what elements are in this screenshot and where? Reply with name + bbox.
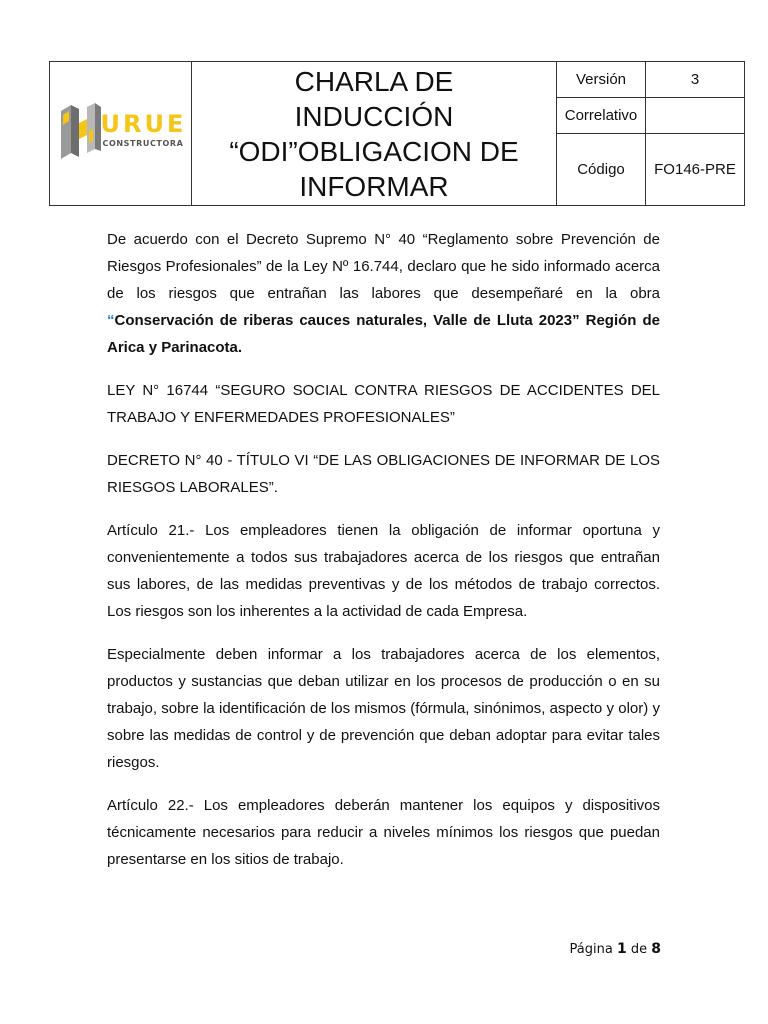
title-line-4: INFORMAR [299, 170, 449, 202]
company-logo [57, 101, 185, 161]
especially-paragraph: Especialmente deben informar a los trabajadores acerca de los elementos, productos y sustancias que deban utilizar en los procesos de producción o en su trabajo, sobre la identificación de los mismos (fórmula, sinónimos, aspecto y olor) y sobre las medidas de control y de prevención que deban adoptar para evitar tales riesgos. [107, 646, 660, 771]
logo-brand-text: URUE [100, 110, 187, 138]
page-current: 1 [616, 941, 627, 957]
of-label: de [630, 942, 648, 957]
title-line-2: INDUCCIÓN [294, 100, 454, 132]
logo-subtitle-text: CONSTRUCTORA [102, 139, 184, 148]
intro-paragraph [107, 226, 660, 361]
correlativo-value [646, 98, 745, 134]
title-line-1: CHARLA DE [294, 65, 454, 97]
article-21-paragraph: Artículo 21.- Los empleadores tienen la obligación de informar oportuna y convenientemente a todos sus trabajadores acerca de los riesgos que entrañan sus labores, de las medidas preventivas y de los métodos de trabajo correctos. Los riesgos son los inherentes a la actividad de cada Empresa. [107, 522, 660, 620]
document-body [107, 226, 660, 889]
version-label: Versión [557, 62, 646, 98]
page-footer [570, 941, 661, 957]
page-total: 8 [651, 941, 661, 957]
title-line-3: “ODI”OBLIGACION DE [229, 135, 519, 167]
version-value: 3 [646, 62, 745, 98]
decree-paragraph: DECRETO N° 40 - TÍTULO VI “DE LAS OBLIGACIONES DE INFORMAR DE LOS RIESGOS LABORALES”. [107, 452, 660, 496]
article-22-paragraph: Artículo 22.- Los empleadores deberán mantener los equipos y dispositivos técnicamente necesarios para reducir a niveles mínimos los riesgos que puedan presentarse en los sitios de trabajo. [107, 797, 660, 868]
project-name: Conservación de riberas cauces naturales, Valle de Lluta 2023” Región de Arica y Parinacota. [107, 312, 660, 356]
codigo-value: FO146-PRE [646, 134, 745, 206]
logo-cell [50, 62, 192, 206]
law-paragraph: LEY N° 16744 “SEGURO SOCIAL CONTRA RIESGOS DE ACCIDENTES DEL TRABAJO Y ENFERMEDADES PROFESIONALES” [107, 382, 660, 426]
intro-text: De acuerdo con el Decreto Supremo N° 40 “Reglamento sobre Prevención de Riesgos Profesionales” de la Ley Nº 16.744, declaro que he sido informado acerca de los riesgos que entrañan las labores que desempeñaré en la obra [107, 231, 660, 302]
correlativo-label: Correlativo [557, 98, 646, 134]
intro-quote-mark: “ [107, 312, 115, 329]
page-label: Página [569, 942, 613, 957]
document-title [192, 62, 557, 206]
codigo-label: Código [557, 134, 646, 206]
document-header-table [49, 61, 745, 206]
